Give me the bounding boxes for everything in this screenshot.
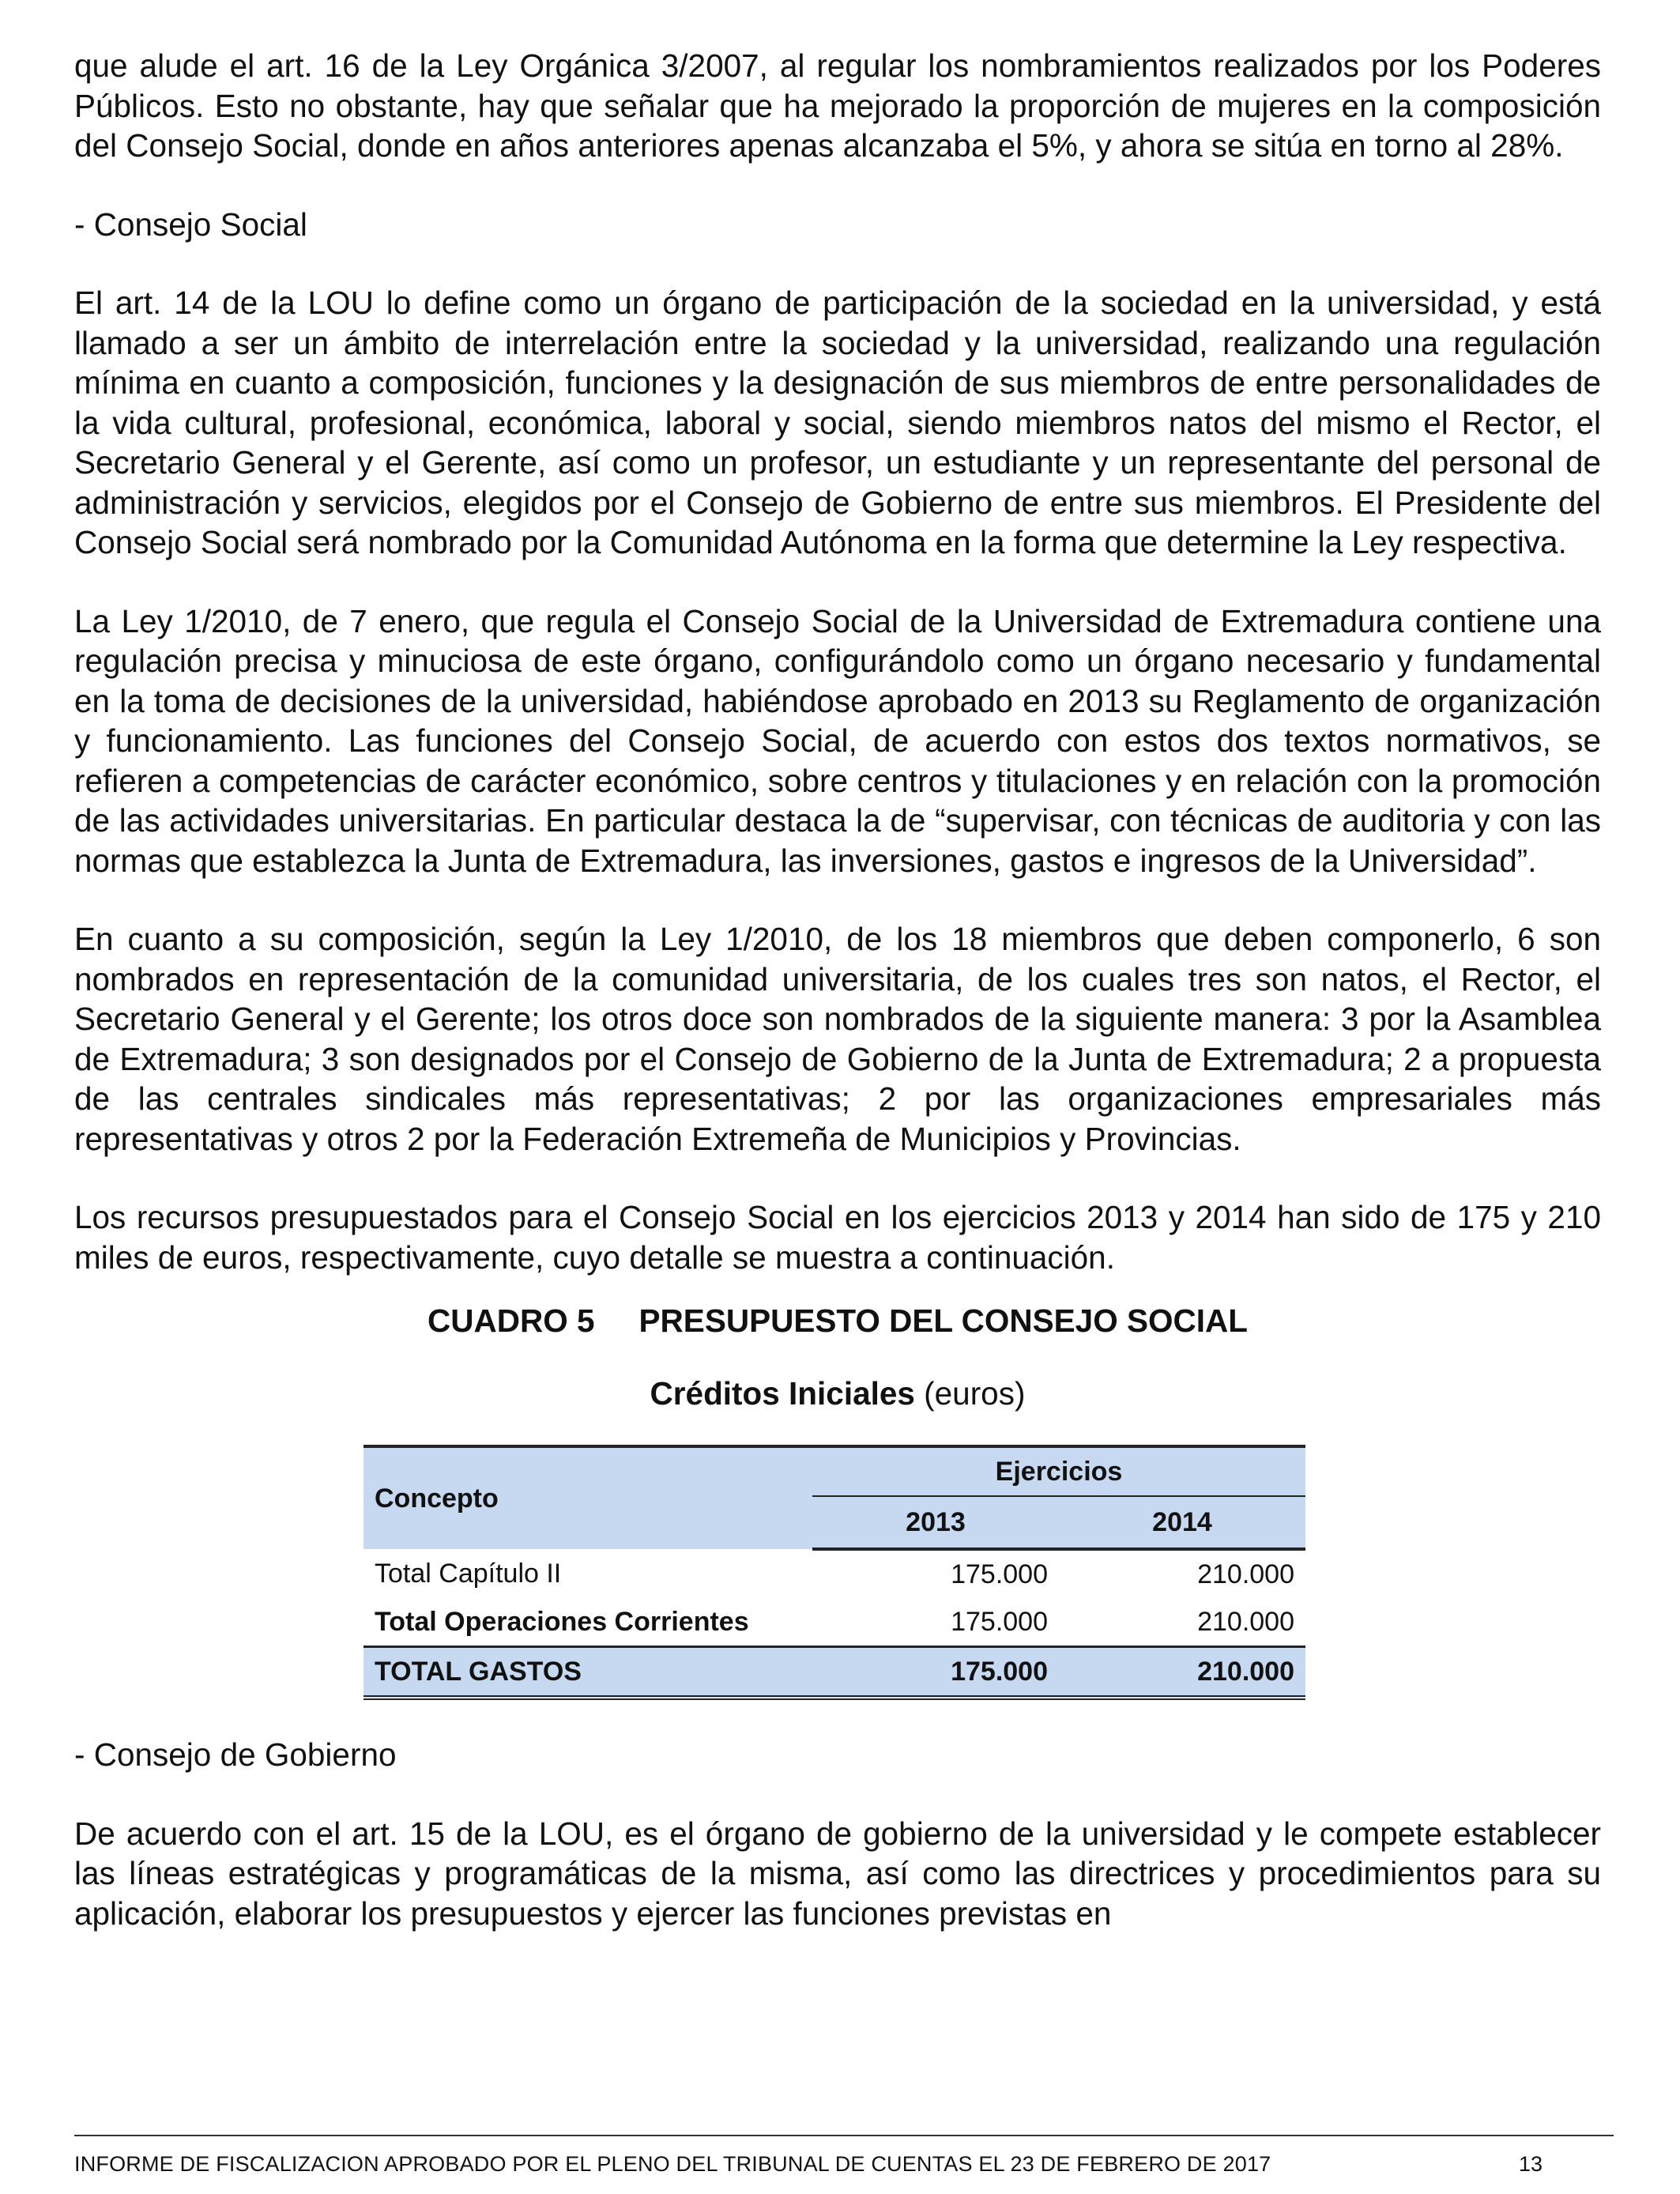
header-ejercicios: Ejercicios [812, 1446, 1305, 1496]
cuadro-subtitle-unit: (euros) [914, 1375, 1026, 1412]
heading-consejo-social: - Consejo Social [74, 205, 307, 243]
table-row [363, 1598, 1305, 1647]
row-value-2013: 175.000 [951, 1606, 1048, 1637]
paragraph-lou-art14: El art. 14 de la LOU lo define como un órgano de participación de la sociedad en la universidad, y está llamado a ser un ámbito de interrelación entre la sociedad y la universidad, realizando una regulación mínima en cuanto a composición, funciones y la designación de sus miembros de entre personalidades de la vida cultural, profesional, económica, laboral y social, siendo miembros natos del mismo el Rector, el Secretario General y el Gerente, así como un profesor, un estudiante y un representante del personal de administración y servicios, elegidos por el Consejo de Gobierno de entre sus miembros. El Presidente del Consejo Social será nombrado por la Comunidad Autónoma en la forma que determine la Ley respectiva. [74, 285, 1601, 560]
total-concept: TOTAL GASTOS [363, 1647, 812, 1698]
footer-text: INFORME DE FISCALIZACION APROBADO POR EL PLENO DEL TRIBUNAL DE CUENTAS EL 23 DE FEBRERO DE 2017 [74, 2152, 1271, 2176]
paragraph-ley-1-2010: La Ley 1/2010, de 7 enero, que regula el Consejo Social de la Universidad de Extremadura contiene una regulación precisa y minuciosa de este órgano, configurándolo como un órgano necesario y fundamental en la toma de decisiones de la universidad, habiéndose aprobado en 2013 su Reglamento de organización y funcionamiento. Las funciones del Consejo Social, de acuerdo con estos dos textos normativos, se refieren a competencias de carácter económico, sobre centros y titulaciones y en relación con la promoción de las actividades universitarias. En particular destaca la de “supervisar, con técnicas de auditoria y con las normas que establezca la Junta de Extremadura, las inversiones, gastos e ingresos de la Universidad”. [74, 602, 1601, 879]
paragraph-composicion: En cuanto a su composición, según la Ley 1/2010, de los 18 miembros que deben componerlo, 6 son nombrados en representación de la comunidad universitaria, de los cuales tres son natos, el Rector, el Secretario General y el Gerente; los otros doce son nombrados de la siguiente manera: 3 por la Asamblea de Extremadura; 3 son designados por el Consejo de Gobierno de la Junta de Extremadura; 2 a propuesta de las centrales sindicales más representativas; 2 por las organizaciones empresariales más representativas y otros 2 por la Federación Extremeña de Municipios y Provincias. [74, 921, 1601, 1157]
paragraph-lou-art15: De acuerdo con el art. 15 de la LOU, es el órgano de gobierno de la universidad y le compete establecer las líneas estratégicas y programáticas de la misma, así como las directrices y procedimientos para su aplicación, elaborar los presupuestos y ejercer las funciones previstas en [74, 1815, 1601, 1932]
table-header-row [363, 1446, 1305, 1496]
paragraph-intro: que alude el art. 16 de la Ley Orgánica 3/2007, al regular los nombramientos realizados por los Poderes Públicos. Esto no obstante, hay que señalar que ha mejorado la proporción de mujeres en la composición del Consejo Social, donde en años anteriores apenas alcanzaba el 5%, y ahora se sitúa en torno al 28%. [74, 47, 1601, 164]
row-concept: Total Capítulo II [375, 1558, 562, 1589]
header-year-2013: 2013 [812, 1496, 1059, 1549]
cuadro-title [74, 1301, 1601, 1340]
row-value-2014: 210.000 [1197, 1559, 1294, 1589]
total-value-2013: 175.000 [812, 1647, 1059, 1698]
paragraph-recursos: Los recursos presupuestados para el Consejo Social en los ejercicios 2013 y 2014 han sido de 175 y 210 miles de euros, respectivamente, cuyo detalle se muestra a continuación. [74, 1199, 1601, 1276]
row-concept: Total Operaciones Corrientes [375, 1606, 749, 1637]
cuadro-number: CUADRO 5 [428, 1302, 595, 1339]
table-row [363, 1549, 1305, 1598]
page-number: 13 [1519, 2152, 1543, 2176]
footer-divider [74, 2135, 1614, 2136]
heading-consejo-gobierno: - Consejo de Gobierno [74, 1736, 397, 1773]
row-value-2013: 175.000 [951, 1559, 1048, 1589]
cuadro-subtitle [74, 1374, 1601, 1413]
row-value-2014: 210.000 [1197, 1606, 1294, 1637]
cuadro-subtitle-bold: Créditos Iniciales [650, 1375, 915, 1412]
header-year-2014: 2014 [1059, 1496, 1305, 1549]
budget-table [363, 1445, 1305, 1700]
document-body [74, 46, 1601, 1972]
cuadro-title-text: PRESUPUESTO DEL CONSEJO SOCIAL [638, 1302, 1248, 1339]
header-concepto: Concepto [363, 1446, 812, 1549]
table-total-row [363, 1647, 1305, 1698]
total-value-2014: 210.000 [1059, 1647, 1305, 1698]
